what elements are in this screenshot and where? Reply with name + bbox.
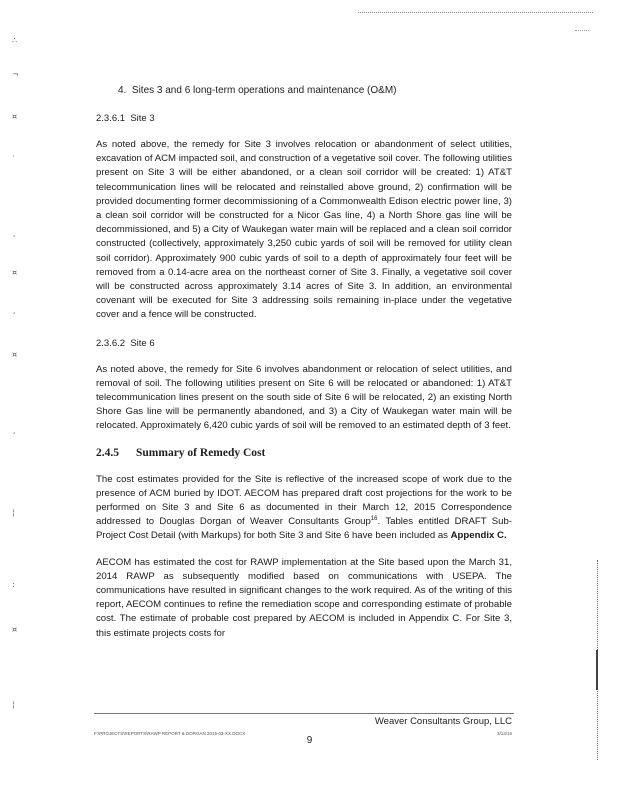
paragraph-aecom-estimate: AECOM has estimated the cost for RAWP implementation at the Site based upon the March 31, 2014 RAWP as subsequently modified based on communications with USEPA. The communications have resulted in significant changes to the work required. As of the writing of this report, AECOM continues to refine the remediation scope and corresponding estimate of probable cost. The estimate of probable cost prepared by AECOM is included in Appendix C. For Site 3, this estimate projects costs for: [96, 556, 512, 639]
right-margin-scan-mark: [596, 650, 598, 690]
paragraph-remedy-cost: [96, 473, 512, 544]
appendix-ref: Appendix C: [450, 530, 504, 542]
paragraph-remedy-cost-text2: . Tables entitled DRAFT Sub-Project Cost Detail (with Markups) for both Site 3 and Site 6 have been included as: [96, 516, 512, 542]
header-scan-mark: [575, 30, 589, 33]
footer-file-path: F:\PROJECTS\REPORTS\RAWP REPORT & DORGAN 2015-03-XX.DOCX: [94, 731, 246, 736]
page-number: 9: [306, 735, 313, 746]
subsection-heading-site6: 2.3.6.2 Site 6: [96, 337, 155, 349]
section-number: 2.4.5: [96, 446, 119, 459]
subsection-heading-site3: 2.3.6.1 Site 3: [96, 113, 155, 124]
footnote-ref: 16: [370, 516, 378, 523]
page-content: [96, 84, 512, 641]
section-title: Summary of Remedy Cost: [136, 446, 266, 459]
footer-company: Weaver Consultants Group, LLC: [374, 716, 512, 727]
footer-rule: [94, 713, 514, 714]
paragraph-site6: As noted above, the remedy for Site 6 involves abandonment or relocation of select utilities, and removal of soil. The following utilities present on Site 6 will be relocated or abandoned: 1) AT&T telecommunication lines present on the south side of Site 6 will be relocated, 2) an existing North Shore Gas line will be permanently abandoned, and 3) a City of Waukegan water main will be relocated. Approximately 6,420 cubic yards of soil will be removed to an estimated depth of 3 feet.: [96, 363, 512, 432]
footer-date: 3/13/15: [496, 731, 512, 736]
paragraph-site3: As noted above, the remedy for Site 3 involves relocation or abandonment of select utilities, excavation of ACM impacted soil, and construction of a vegetative soil cover. The following utilities present on Site 3 will be either abandoned, or a clean soil corridor will be created: 1) AT&T telecommunication lines will be relocated and reinstalled above ground, 2) confirmation will be provided documenting former decommissioning of a Commonwealth Edison electric power line, 3) a clean soil corridor will be constructed for a Nicor Gas line, 4) a North Shore gas line will be decommissioned, and 5) a City of Waukegan water main will be replaced and a clean soil corridor constructed (collectively, approximately 3,250 cubic yards of soil will be removed for utility clean soil corridor). Approximately 900 cubic yards of soil to a depth of approximately four feet will be removed from a 0.14-acre area on the northeast corner of Site 3. Finally, a vegetative soil cover will be constructed across approximately 3.14 acres of Site 3. In addition, an environmental covenant will be executed for Site 3 addressing soils remaining in-place under the vegetative cover and a fence will be constructed.: [96, 139, 512, 321]
list-item-site-om: 4. Sites 3 and 6 long-term operations and maintenance (O&M): [118, 85, 397, 96]
paragraph-remedy-cost-text: The cost estimates provided for the Site is reflective of the increased scope of work due to the presence of ACM buried by IDOT. AECOM has prepared draft cost projections for the work to be performed on Site 3 and Site 6 as documented in their March 12, 2015 Correspondence addressed to Douglas Dorgan of Weaver Consultants Group: [96, 473, 512, 528]
section-heading: [96, 445, 512, 461]
header-scan-rule: [358, 12, 593, 16]
paragraph-remedy-cost-end: .: [503, 530, 507, 542]
